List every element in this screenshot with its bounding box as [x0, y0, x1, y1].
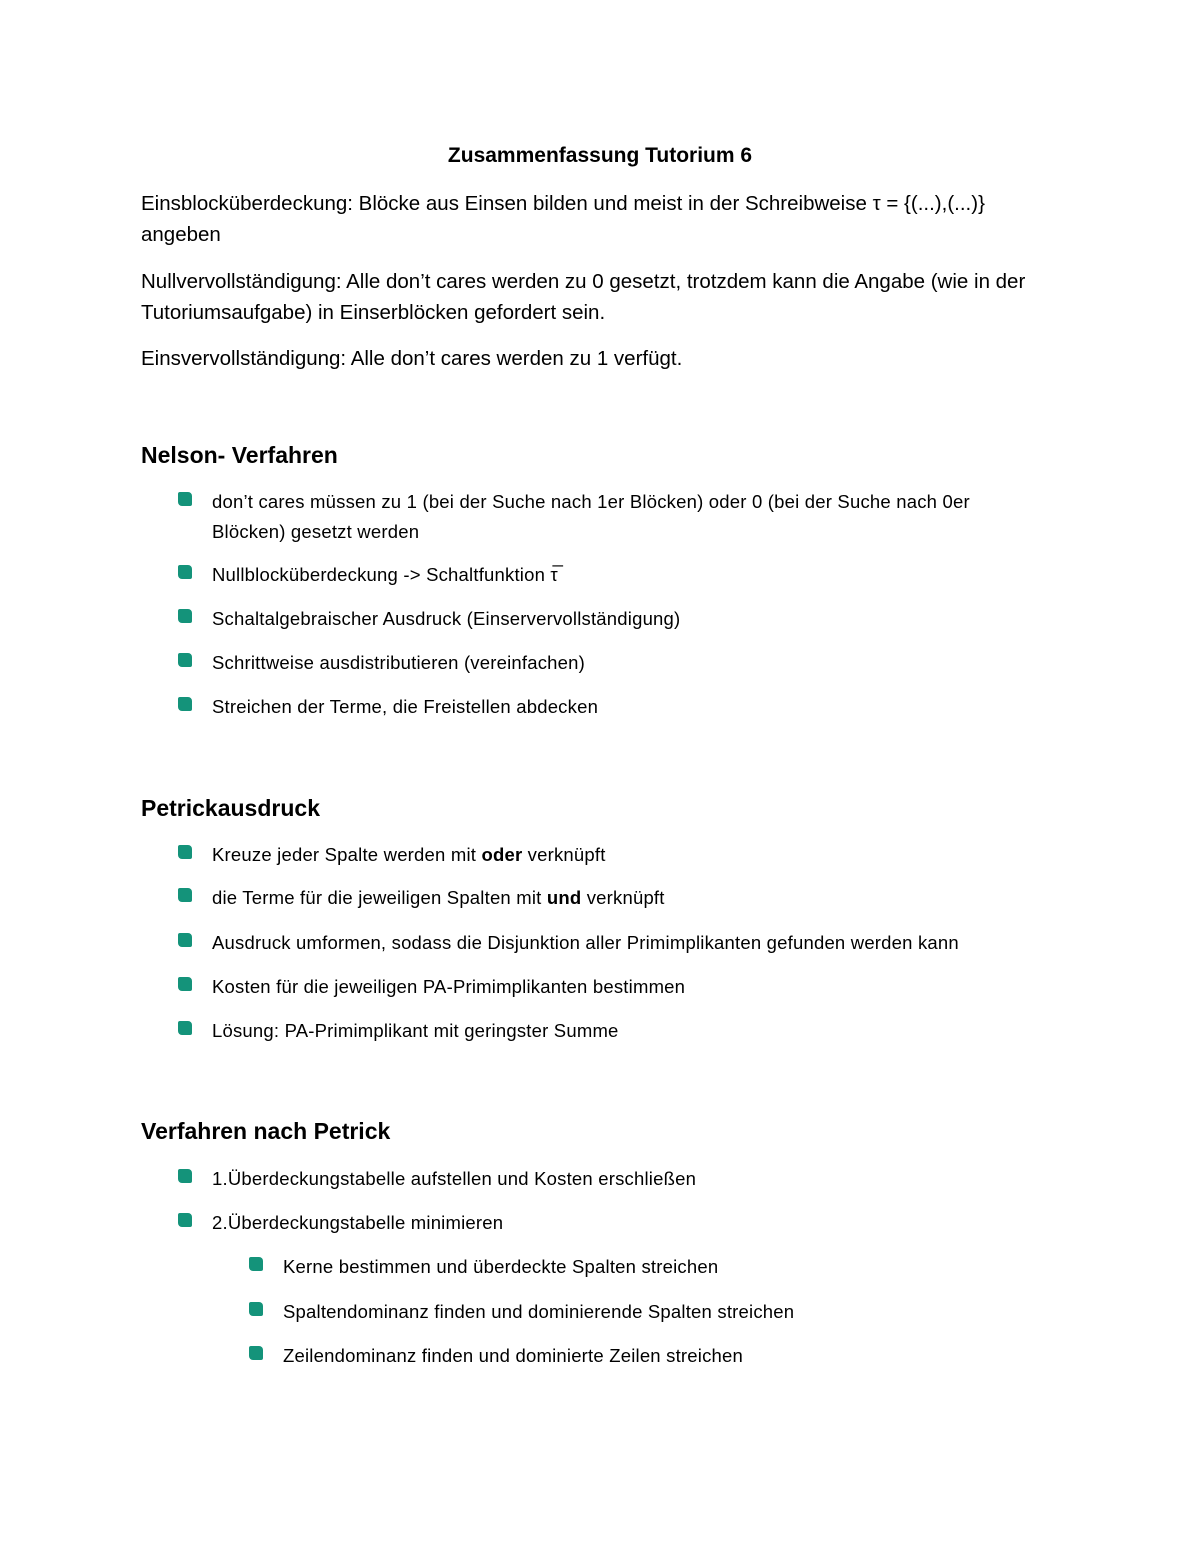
list-item-text: don’t cares müssen zu 1 (bei der Suche nach 1er Blöcken) oder 0 (bei der Suche nach 0er Blöcken) gesetzt werden: [212, 491, 970, 542]
square-bullet-icon: [178, 977, 192, 991]
list-item-text: Zeilendominanz finden und dominierte Zeilen streichen: [283, 1345, 744, 1366]
square-bullet-icon: [178, 697, 192, 711]
list-item-text: Spaltendominanz finden und dominierende Spalten streichen: [283, 1301, 795, 1322]
square-bullet-icon: [178, 933, 192, 947]
bold-keyword: und: [546, 887, 582, 908]
list-item-text: [212, 883, 1038, 913]
square-bullet-icon: [249, 1257, 263, 1271]
list-item-text: 1.Überdeckungstabelle aufstellen und Kosten erschließen: [212, 1168, 697, 1189]
text-segment: verknüpft: [581, 887, 665, 908]
list-item-text: Schrittweise ausdistributieren (vereinfachen): [212, 652, 586, 673]
definition-einsblock: [141, 188, 1061, 250]
definition-nullvervollstaendigung: [141, 266, 1061, 328]
square-bullet-icon: [178, 845, 192, 859]
list-item-text: Lösung: PA-Primimplikant mit geringster Summe: [212, 1020, 619, 1041]
text-segment: Kreuze jeder Spalte werden mit: [212, 844, 482, 865]
square-bullet-icon: [178, 888, 192, 902]
square-bullet-icon: [178, 1021, 192, 1035]
square-bullet-icon: [178, 653, 192, 667]
text-segment: die Terme für die jeweiligen Spalten mit: [212, 887, 547, 908]
square-bullet-icon: [178, 1213, 192, 1227]
list-item-text: Ausdruck umformen, sodass die Disjunktion aller Primimplikanten gefunden werden kann: [212, 932, 959, 953]
definition-einsvervollstaendigung: [141, 343, 1061, 374]
definition-term: Einsvervollständigung:: [141, 347, 347, 370]
definition-text: Blöcke aus Einsen bilden und meist in der Schreibweise τ = {(...),(...)} angeben: [141, 192, 985, 246]
square-bullet-icon: [249, 1346, 263, 1360]
definition-term: Einsblocküberdeckung:: [141, 192, 353, 215]
definition-text: Alle don’t cares werden zu 0 gesetzt, trotzdem kann die Angabe (wie in der Tutoriumsaufgabe) in Einserblöcken gefordert sein.: [141, 270, 1026, 324]
text-segment: verknüpft: [522, 844, 606, 865]
definition-text: Alle don’t cares werden zu 1 verfügt.: [346, 347, 683, 370]
document-title: Zusammenfassung Tutorium 6: [447, 144, 753, 167]
section-heading-verfahren-nach-petrick: Verfahren nach Petrick: [141, 1118, 391, 1144]
definition-term: Nullvervollständigung:: [141, 270, 342, 293]
square-bullet-icon: [178, 1169, 192, 1183]
bold-keyword: oder: [481, 844, 523, 865]
square-bullet-icon: [249, 1302, 263, 1316]
list-item-text: 2.Überdeckungstabelle minimieren: [212, 1212, 504, 1233]
list-item-text: Nullblocküberdeckung -> Schaltfunktion τ̅: [212, 564, 558, 585]
list-item-text: Streichen der Terme, die Freistellen abdecken: [212, 696, 599, 717]
section-heading-petrickausdruck: Petrickausdruck: [141, 795, 320, 821]
list-item-text: Kosten für die jeweiligen PA-Primimplikanten bestimmen: [212, 976, 686, 997]
section-heading-nelson: Nelson- Verfahren: [141, 442, 338, 468]
square-bullet-icon: [178, 492, 192, 506]
list-item-text: Schaltalgebraischer Ausdruck (Einservervollständigung): [212, 608, 681, 629]
list-item-text: [212, 840, 1038, 870]
square-bullet-icon: [178, 565, 192, 579]
square-bullet-icon: [178, 609, 192, 623]
list-item-text: Kerne bestimmen und überdeckte Spalten streichen: [283, 1256, 719, 1277]
